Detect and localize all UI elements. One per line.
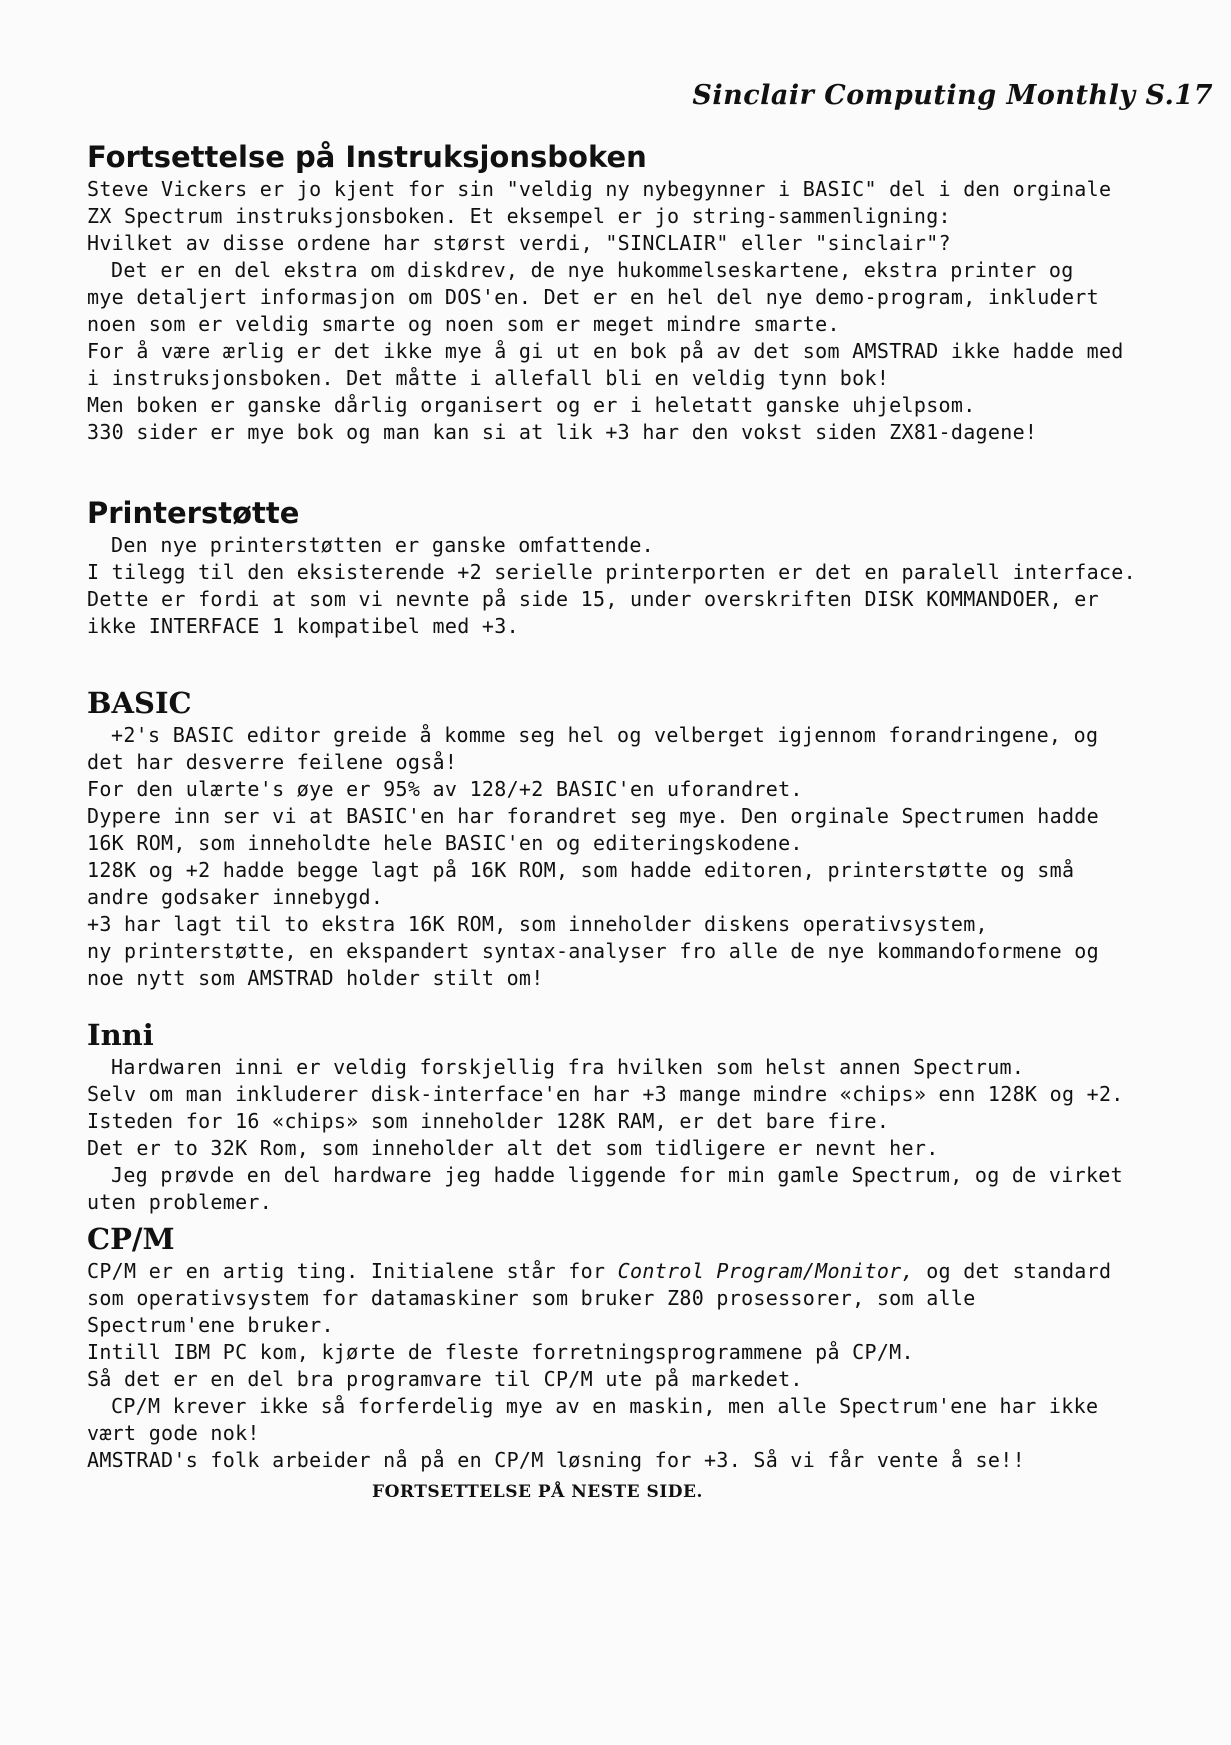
section-heading: Printerstøtte <box>87 496 300 530</box>
paragraph-line: 128K og +2 hadde begge lagt på 16K ROM, som hadde editoren, printerstøtte og små <box>87 858 1075 882</box>
paragraph-line: Men boken er ganske dårlig organisert og er i heletatt ganske uhjelpsom. <box>87 393 976 417</box>
paragraph-line: AMSTRAD's folk arbeider nå på en CP/M løsning for +3. Så vi får vente å se!! <box>87 1448 1025 1472</box>
paragraph-line: noe nytt som AMSTRAD holder stilt om! <box>87 966 544 990</box>
paragraph-line: I tilegg til den eksisterende +2 serielle printerporten er det en paralell interface. <box>87 560 1136 584</box>
paragraph-line: det har desverre feilene også! <box>87 750 458 774</box>
page-header: Sinclair Computing Monthly S.17 <box>692 80 1213 111</box>
paragraph-line: Isteden for 16 «chips» som inneholder 128K RAM, er det bare fire. <box>87 1109 890 1133</box>
paragraph-line: Dette er fordi at som vi nevnte på side 15, under overskriften DISK KOMMANDOER, er <box>87 587 1099 611</box>
paragraph-line <box>87 1258 1217 1285</box>
paragraph-line: Steve Vickers er jo kjent for sin "veldig ny nybegynner i BASIC" del i den orginale <box>87 177 1112 201</box>
paragraph-line: Hvilket av disse ordene har størst verdi, "SINCLAIR" eller "sinclair"? <box>87 231 951 255</box>
section-cpm <box>87 1220 1217 1474</box>
section-heading: BASIC <box>87 686 192 720</box>
paragraph-line: +3 har lagt til to ekstra 16K ROM, som inneholder diskens operativsystem, <box>87 912 988 936</box>
paragraph-line: ny printerstøtte, en ekspandert syntax-analyser fro alle de nye kommandoformene og <box>87 939 1099 963</box>
article-body <box>87 138 1217 1502</box>
paragraph-line: ZX Spectrum instruksjonsboken. Et eksempel er jo string-sammenligning: <box>87 204 951 228</box>
paragraph-line: For den ulærte's øye er 95% av 128/+2 BASIC'en uforandret. <box>87 777 803 801</box>
section-heading: CP/M <box>87 1222 175 1256</box>
section-instruksjonsboken <box>87 138 1217 446</box>
paragraph-line: Selv om man inkluderer disk-interface'en har +3 mange mindre «chips» enn 128K og +2. <box>87 1082 1124 1106</box>
paragraph-line: 330 sider er mye bok og man kan si at lik +3 har den vokst siden ZX81-dagene! <box>87 420 1038 444</box>
paragraph-line: uten problemer. <box>87 1190 273 1214</box>
paragraph-line: Så det er en del bra programvare til CP/M ute på markedet. <box>87 1367 803 1391</box>
paragraph-line: Hardwaren inni er veldig forskjellig fra hvilken som helst annen Spectrum. <box>111 1055 1025 1079</box>
section-basic <box>87 684 1217 992</box>
continued-note: FORTSETTELSE PÅ NESTE SIDE. <box>372 1482 703 1502</box>
paragraph-line: For å være ærlig er det ikke mye å gi ut en bok på av det som AMSTRAD ikke hadde med <box>87 339 1124 363</box>
paragraph-line: noen som er veldig smarte og noen som er meget mindre smarte. <box>87 312 840 336</box>
section-heading: Fortsettelse på Instruksjonsboken <box>87 140 647 174</box>
paragraph-line: Jeg prøvde en del hardware jeg hadde liggende for min gamle Spectrum, og de virket <box>111 1163 1123 1187</box>
paragraph-line: CP/M krever ikke så forferdelig mye av en maskin, men alle Spectrum'ene har ikke <box>111 1394 1099 1418</box>
paragraph-line: vært gode nok! <box>87 1421 260 1445</box>
section-heading: Inni <box>87 1018 154 1052</box>
section-printerstotte <box>87 494 1217 640</box>
paragraph-line: Intill IBM PC kom, kjørte de fleste forretningsprogrammene på CP/M. <box>87 1340 914 1364</box>
paragraph-line: ikke INTERFACE 1 kompatibel med +3. <box>87 614 519 638</box>
emphasized-term: Control Program/Monitor, <box>617 1259 914 1283</box>
text-run: og det standard <box>913 1259 1112 1283</box>
paragraph-line: Spectrum'ene bruker. <box>87 1313 334 1337</box>
section-inni <box>87 1016 1217 1216</box>
paragraph-line: Det er to 32K Rom, som inneholder alt det som tidligere er nevnt her. <box>87 1136 939 1160</box>
paragraph-line: mye detaljert informasjon om DOS'en. Det er en hel del nye demo-program, inkludert <box>87 285 1099 309</box>
paragraph-line: som operativsystem for datamaskiner som bruker Z80 prosessorer, som alle <box>87 1286 976 1310</box>
paragraph-line: i instruksjonsboken. Det måtte i allefall bli en veldig tynn bok! <box>87 366 890 390</box>
paragraph-line: Det er en del ekstra om diskdrev, de nye hukommelseskartene, ekstra printer og <box>111 258 1074 282</box>
paragraph-line: Den nye printerstøtten er ganske omfattende. <box>111 533 655 557</box>
paragraph-line: +2's BASIC editor greide å komme seg hel og velberget igjennom forandringene, og <box>111 723 1099 747</box>
paragraph-line: Dypere inn ser vi at BASIC'en har forandret seg mye. Den orginale Spectrumen hadde <box>87 804 1099 828</box>
paragraph-line: andre godsaker innebygd. <box>87 885 384 909</box>
text-run: CP/M er en artig ting. Initialene står for <box>87 1259 618 1283</box>
paragraph-line: 16K ROM, som inneholdte hele BASIC'en og editeringskodene. <box>87 831 803 855</box>
